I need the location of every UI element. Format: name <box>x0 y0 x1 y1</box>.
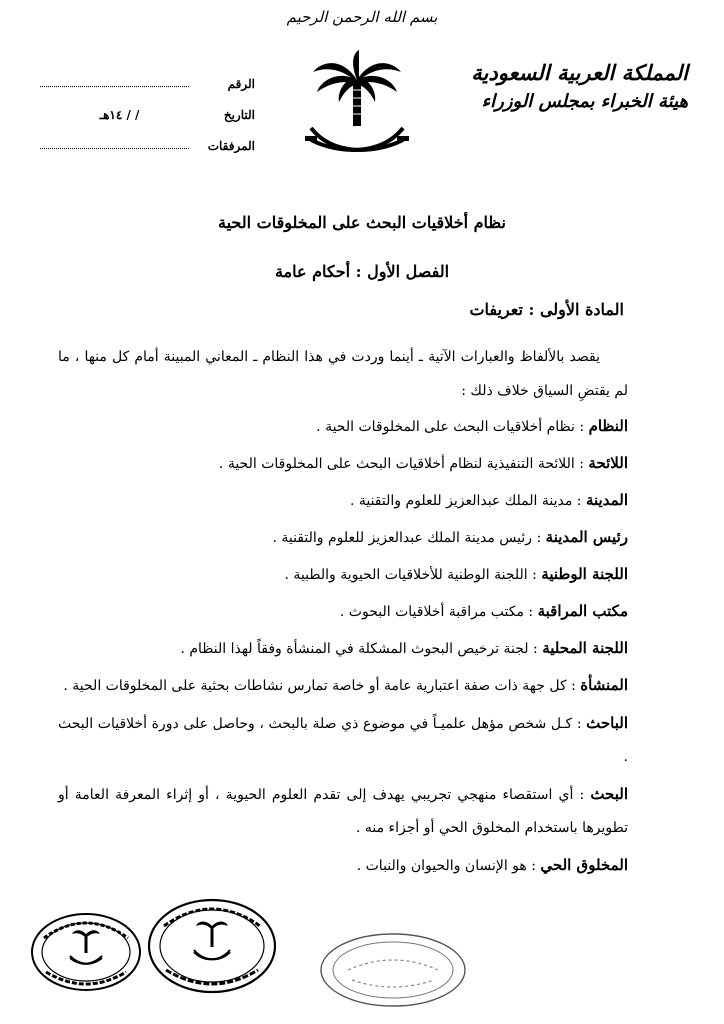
ref-attachments-line <box>40 147 189 149</box>
definition-item <box>58 521 628 554</box>
definition-term: الباحث <box>586 714 628 732</box>
definitions-list <box>58 410 628 886</box>
definition-text: : اللائحة التنفيذية لنظام أخلاقيات البحث على المخلوقات الحية . <box>218 456 589 472</box>
right-faint-stamp-seal-icon <box>318 930 468 1010</box>
ref-date-row <box>40 91 255 122</box>
definition-item <box>58 778 628 845</box>
definition-text: : رئيس مدينة الملك عبدالعزيز للعلوم والتقنية . <box>272 530 546 546</box>
org-name <box>428 58 688 116</box>
article-heading: المادة الأولى : تعريفات <box>469 300 624 319</box>
definition-text: : مكتب مراقبة أخلاقيات البحوث . <box>339 604 538 620</box>
definition-item <box>58 410 628 443</box>
definition-item <box>58 632 628 665</box>
definition-term: اللجنة المحلية <box>542 639 628 657</box>
chapter-heading: الفصل الأول : أحكام عامة <box>274 262 450 281</box>
org-line-2: هيئة الخبراء بمجلس الوزراء <box>481 91 688 112</box>
definition-term: مكتب المراقبة <box>537 602 628 620</box>
definition-item <box>58 707 628 774</box>
definition-term: البحث <box>590 785 628 803</box>
definition-term: المخلوق الحي <box>540 856 628 874</box>
middle-stamp-seal-icon <box>146 896 278 996</box>
ref-number-line <box>40 85 189 87</box>
org-line-1: المملكة العربية السعودية <box>471 60 688 85</box>
ref-date-label: التاريخ <box>223 108 255 122</box>
definition-term: المدينة <box>585 491 628 509</box>
definition-text: : اللجنة الوطنية للأخلاقيات الحيوية والطبية . <box>284 567 542 583</box>
definition-term: اللجنة الوطنية <box>541 565 628 583</box>
definition-item <box>58 447 628 480</box>
definition-term: رئيس المدينة <box>545 528 628 546</box>
definition-item <box>58 849 628 882</box>
definition-text: : هو الإنسان والحيوان والنبات . <box>356 858 541 874</box>
ref-attachments-label: المرفقات <box>207 139 255 153</box>
definition-text: : مدينة الملك عبدالعزيز للعلوم والتقنية . <box>349 493 586 509</box>
ref-date-value: / / ١٤هـ <box>99 108 140 122</box>
left-stamp-seal-icon <box>30 912 142 992</box>
definition-text: : نظام أخلاقيات البحث على المخلوقات الحية . <box>316 419 589 435</box>
definition-term: النظام <box>588 417 628 435</box>
reference-block <box>40 60 255 153</box>
ref-attachments-row <box>40 122 255 153</box>
ref-number-label: الرقم <box>227 77 255 91</box>
definition-text: : لجنة ترخيص البحوث المشكلة في المنشأة وفقاً لهذا النظام . <box>180 641 543 657</box>
palm-swords-emblem-icon <box>303 50 411 162</box>
definition-item <box>58 484 628 517</box>
definition-text: : كل جهة ذات صفة اعتبارية عامة أو خاصة تمارس نشاطات بحثية على المخلوقات الحية . <box>63 678 581 694</box>
intro-paragraph: يقصد بالألفاظ والعبارات الآتية ـ أينما وردت في هذا النظام ـ المعاني المبينة أمام كل منها ، ما لم يقتضِ السياق خلاف ذلك : <box>58 349 628 399</box>
definition-term: اللائحة <box>588 454 628 472</box>
definition-text: : أي استقصاء منهجي تجريبي يهدف إلى تقدم العلوم الحيوية ، أو إثراء المعرفة العامة أو تطويرها باستخدام المخلوق الحي أو أجزاء منه . <box>58 787 628 836</box>
definition-item <box>58 558 628 591</box>
document-title: نظام أخلاقيات البحث على المخلوقات الحية <box>218 213 506 232</box>
definition-item <box>58 669 628 703</box>
ref-number-row <box>40 60 255 91</box>
definition-term: المنشأة <box>580 676 628 694</box>
definition-text: : كـل شخص مؤهل علميـاً في موضوع ذي صلة بالبحث ، وحاصل على دورة أخلاقيات البحث . <box>58 716 628 765</box>
basmala: بسم الله الرحمن الرحيم <box>286 8 438 26</box>
definition-item <box>58 595 628 628</box>
